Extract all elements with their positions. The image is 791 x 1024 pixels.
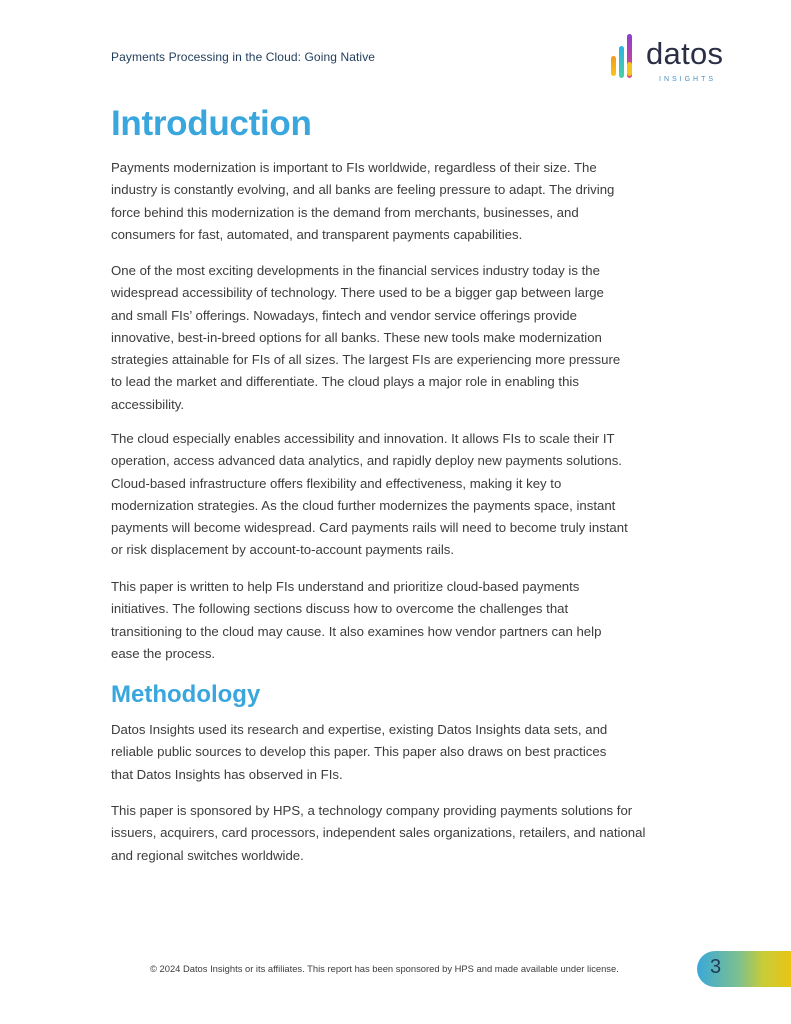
logo-wordmark: datos xyxy=(646,36,724,71)
text-line: transitioning to the cloud may cause. It also examines how vendor partners can help xyxy=(111,623,602,639)
introduction-heading: Introduction xyxy=(111,104,312,143)
text-line: Cloud-based infrastructure offers flexibility and effectiveness, making it key to xyxy=(111,475,562,491)
text-line: One of the most exciting developments in the financial services industry today is the xyxy=(111,263,600,278)
text-line: strategies attainable for FIs of all sizes. The largest FIs are experiencing more pressure xyxy=(111,352,621,368)
text-line: The cloud especially enables accessibility and innovation. It allows FIs to scale their IT xyxy=(111,431,615,446)
datos-insights-logo xyxy=(609,32,734,88)
methodology-heading: Methodology xyxy=(111,681,261,708)
text-line: payments will become widespread. Card payments rails will need to become truly instant xyxy=(111,520,628,536)
intro-paragraph-1 xyxy=(111,157,614,246)
text-line: This paper is written to help FIs understand and prioritize cloud-based payments xyxy=(111,579,580,594)
text-line: This paper is sponsored by HPS, a technology company providing payments solutions for xyxy=(111,803,633,818)
text-line: or risk displacement by account-to-account payments rails. xyxy=(111,542,455,558)
page-number: 3 xyxy=(710,956,722,978)
text-line: initiatives. The following sections discuss how to overcome the challenges that xyxy=(111,601,569,617)
text-line: innovative, best-in-breed options for all banks. These new tools make modernization xyxy=(111,329,602,345)
text-line: issuers, acquirers, card processors, independent sales organizations, retailers, and national xyxy=(111,825,646,841)
logo-subtitle: INSIGHTS xyxy=(659,76,717,83)
methodology-paragraph-1 xyxy=(111,719,607,786)
intro-paragraph-4 xyxy=(111,576,601,665)
text-line: widespread accessibility of technology. There used to be a bigger gap between large xyxy=(111,285,604,301)
copyright-notice: © 2024 Datos Insights or its affiliates. This report has been sponsored by HPS and made available under license. xyxy=(150,963,619,974)
intro-paragraph-2 xyxy=(111,260,620,416)
text-line: force behind this modernization is the demand from merchants, businesses, and xyxy=(111,204,579,220)
text-line: Payments modernization is important to FIs worldwide, regardless of their size. The xyxy=(111,160,597,175)
intro-paragraph-3 xyxy=(111,428,628,562)
text-line: accessibility. xyxy=(111,396,185,412)
text-line: and small FIs’ offerings. Nowadays, fintech and vendor service offerings provide xyxy=(111,307,577,323)
text-line: ease the process. xyxy=(111,645,216,661)
text-line: Datos Insights used its research and expertise, existing Datos Insights data sets, and xyxy=(111,722,608,737)
text-line: operation, access advanced data analytics, and rapidly deploy new payments solutions. xyxy=(111,453,622,469)
text-line: to lead the market and differentiate. The cloud plays a major role in enabling this xyxy=(111,374,579,390)
text-line: that Datos Insights has observed in FIs. xyxy=(111,766,343,782)
running-header: Payments Processing in the Cloud: Going Native xyxy=(111,50,376,64)
text-line: and regional switches worldwide. xyxy=(111,847,304,863)
text-line: reliable public sources to develop this paper. This paper also draws on best practices xyxy=(111,744,607,760)
methodology-paragraph-2 xyxy=(111,800,645,867)
text-line: modernization strategies. As the cloud further modernizes the payments space, instant xyxy=(111,497,616,513)
logo-bars-icon xyxy=(609,32,639,80)
text-line: consumers for fast, automated, and transparent payments capabilities. xyxy=(111,226,523,242)
text-line: industry is constantly evolving, and all banks are feeling pressure to adapt. The driving xyxy=(111,182,615,198)
